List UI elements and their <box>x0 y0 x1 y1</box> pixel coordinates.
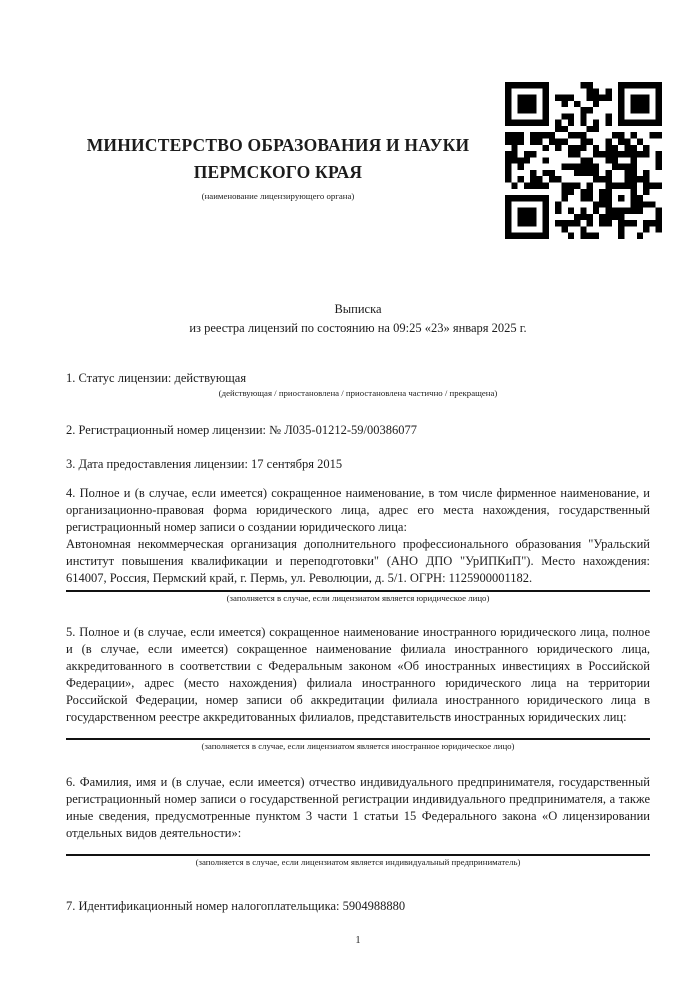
ministry-name-line1: МИНИСТЕРСТВО ОБРАЗОВАНИЯ И НАУКИ <box>86 135 470 155</box>
empty-value-space <box>66 726 650 735</box>
item-5-note: (заполняется в случае, если лицензиатом является иностранное юридическое лицо) <box>201 741 515 751</box>
item-1-text: 1. Статус лицензии: действующая <box>66 371 247 385</box>
title-line1: Выписка <box>334 302 382 316</box>
item-5-text: 5. Полное и (в случае, если имеется) сокращенное наименование иностранного юридического лица, полное и (в случае, если имеется) сокращенное наименование филиала иностранного юридического лица, аккредитованного в соответствии с Федеральным законом «Об иностранных инвестициях в Российской Федерации», адрес (место нахождения) филиала иностранного юридического лица на территории Российской Федерации, номер записи об аккредитации филиала иностранного юридического лица в государственном реестре аккредитованных филиалов, представительств иностранных юридических лиц: <box>66 625 650 724</box>
item-2-registration-number <box>66 422 650 439</box>
title-line2: из реестра лицензий по состоянию на 09:25 «23» января 2025 г. <box>189 321 527 335</box>
ministry-name-line2: ПЕРМСКОГО КРАЯ <box>193 162 363 182</box>
item-1-note: (действующая / приостановлена / приостановлена частично / прекращена) <box>218 388 498 398</box>
item-6-note: (заполняется в случае, если лицензиатом является индивидуальный предприниматель) <box>195 857 521 867</box>
item-6-individual-entrepreneur <box>66 774 650 868</box>
item-7-taxpayer-id <box>66 898 650 915</box>
item-4-text: 4. Полное и (в случае, если имеется) сокращенное наименование, в том числе фирменное наименование, и организационно-правовая форма юридического лица, адрес его места нахождения, государственный регистрационный номер записи о создании юридического лица: <box>66 486 650 534</box>
item-4-note: (заполняется в случае, если лицензиатом является юридическое лицо) <box>226 593 490 603</box>
empty-value-space <box>66 842 650 851</box>
item-2-text: 2. Регистрационный номер лицензии: № Л035-01212-59/00386077 <box>66 423 417 437</box>
item-5-foreign-entity <box>66 624 650 752</box>
item-6-text: 6. Фамилия, имя и (в случае, если имеется) отчество индивидуального предпринимателя, государственный регистрационный номер записи о государственной регистрации индивидуального предпринимателя, а также иные сведения, предусмотренные пунктом 3 части 1 статьи 15 Федерального закона «О лицензировании отдельных видов деятельности»: <box>66 775 650 840</box>
item-3-text: 3. Дата предоставления лицензии: 17 сентября 2015 <box>66 457 343 471</box>
page-number: 1 <box>355 935 361 946</box>
item-1-license-status <box>66 370 650 399</box>
document-content <box>66 0 650 946</box>
item-4-value: Автономная некоммерческая организация дополнительного профессионального образования "Уральский институт повышения квалификации и переподготовки" (АНО ДПО "УрИПКиП"). Место нахождения: 614007, Россия, Пермский край, г. Пермь, ул. Революции, д. 5/1. ОГРН: 1125900001182. <box>66 537 650 585</box>
item-3-grant-date <box>66 456 650 473</box>
document-title <box>66 300 650 338</box>
item-7-text: 7. Идентификационный номер налогоплательщика: 5904988880 <box>66 899 406 913</box>
ministry-caption: (наименование лицензирующего органа) <box>201 191 355 201</box>
item-4-legal-entity <box>66 485 650 604</box>
